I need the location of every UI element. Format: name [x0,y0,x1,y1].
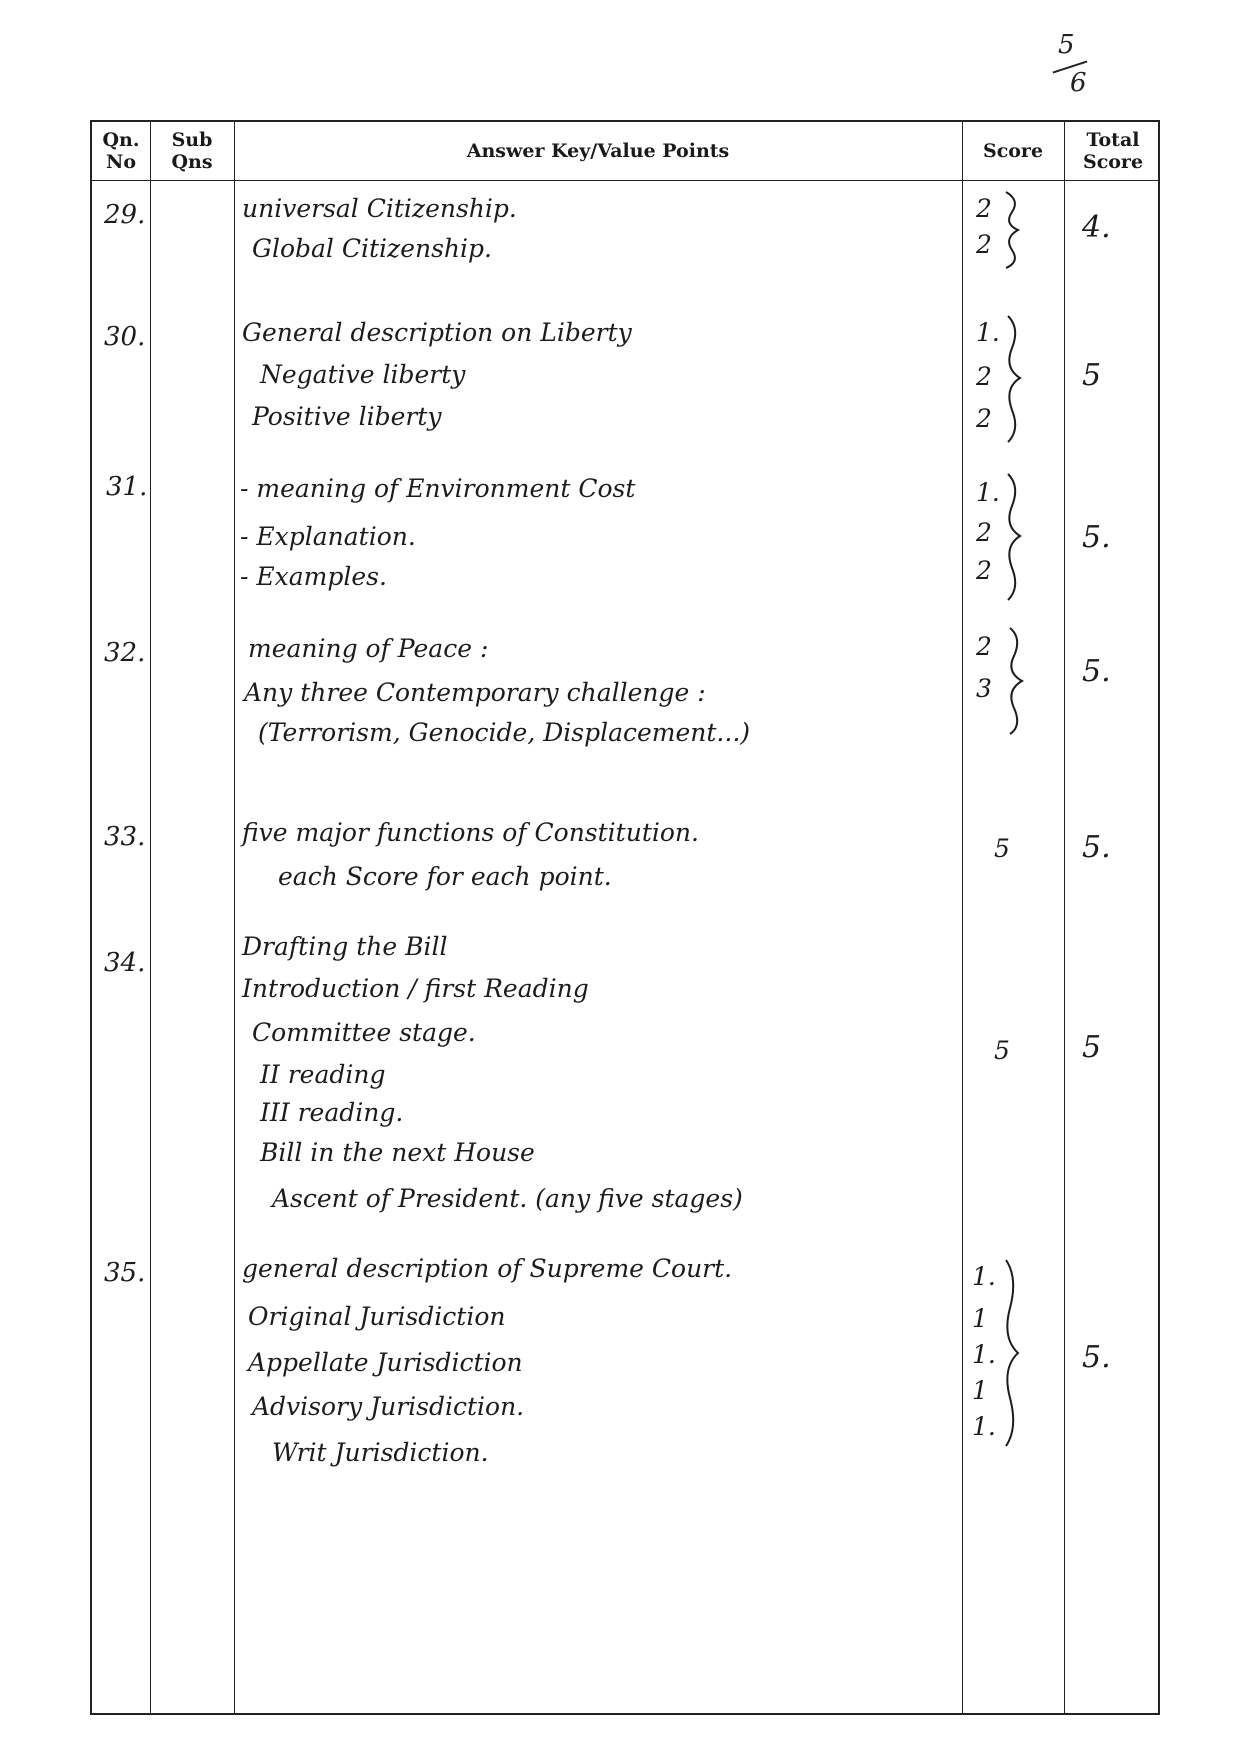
score-value: 1. [972,1262,996,1291]
total-score-value: 5. [1082,1340,1111,1375]
score-value: 1. [976,478,1000,507]
answer-line: meaning of Peace : [248,634,489,663]
score-value: 2 [976,230,992,259]
answer-line: - Examples. [240,562,387,591]
score-value: 2 [976,404,992,433]
score-value: 5 [994,834,1010,863]
page-number-denominator: 6 [1070,68,1087,98]
answer-line: General description on Liberty [242,318,632,347]
answer-line: Original Jurisdiction [248,1302,506,1331]
question-number: 35. [104,1258,146,1288]
score-value: 2 [976,518,992,547]
answer-line: Positive liberty [252,402,442,431]
score-brace [1004,626,1034,736]
score-value: 1. [976,318,1000,347]
question-number: 32. [104,638,146,668]
header-score: Score [982,140,1044,162]
score-value: 1 [972,1304,988,1333]
score-value: 2 [976,194,992,223]
question-number: 34. [104,948,146,978]
answer-line: general description of Supreme Court. [242,1254,733,1283]
header-qn-no: Qn. No [102,129,140,173]
column-divider [234,122,235,1713]
answer-line: - meaning of Environment Cost [240,474,636,503]
score-value: 2 [976,362,992,391]
score-brace [1000,1258,1030,1448]
answer-line: III reading. [260,1098,404,1127]
question-number: 30. [104,322,146,352]
score-value: 2 [976,556,992,585]
question-number: 33. [104,822,146,852]
header-sub-qns: Sub Qns [171,129,213,173]
score-value: 5 [994,1036,1010,1065]
answer-line: Appellate Jurisdiction [248,1348,523,1377]
column-divider [150,122,151,1713]
score-value: 1 [972,1376,988,1405]
answer-line: Drafting the Bill [242,932,448,961]
answer-key-table [90,120,1160,1715]
column-divider [1064,122,1065,1713]
answer-line: Global Citizenship. [252,234,492,263]
score-brace [1002,472,1032,602]
answer-line: Negative liberty [260,360,466,389]
answer-line: Introduction / first Reading [242,974,589,1003]
total-score-value: 5. [1082,830,1111,865]
total-score-value: 5. [1082,520,1111,555]
answer-line: II reading [260,1060,386,1089]
score-value: 2 [976,632,992,661]
page-number [1040,30,1100,100]
answer-line: Committee stage. [252,1018,476,1047]
column-divider [962,122,963,1713]
answer-line: five major functions of Constitution. [242,818,699,847]
answer-line: Bill in the next House [260,1138,535,1167]
score-value: 1. [972,1340,996,1369]
page-number-numerator: 5 [1058,30,1075,60]
score-brace [1002,314,1032,444]
question-number: 29. [104,200,146,230]
answer-line: Writ Jurisdiction. [272,1438,489,1467]
answer-line: universal Citizenship. [242,194,517,223]
header-answer-key: Answer Key/Value Points [466,140,730,162]
answer-line: Any three Contemporary challenge : [244,678,706,707]
total-score-value: 5 [1082,358,1102,393]
answer-line: Ascent of President. (any five stages) [272,1184,743,1213]
answer-line: (Terrorism, Genocide, Displacement...) [258,718,751,747]
question-number: 31. [106,472,148,502]
answer-line: each Score for each point. [278,862,612,891]
answer-line: - Explanation. [240,522,416,551]
score-value: 1. [972,1412,996,1441]
score-value: 3 [976,674,992,703]
total-score-value: 5. [1082,654,1111,689]
total-score-value: 5 [1082,1030,1102,1065]
answer-line: Advisory Jurisdiction. [252,1392,525,1421]
header-divider [92,180,1158,181]
header-total-score: Total Score [1082,129,1144,173]
score-brace [1002,190,1032,270]
total-score-value: 4. [1082,210,1111,245]
